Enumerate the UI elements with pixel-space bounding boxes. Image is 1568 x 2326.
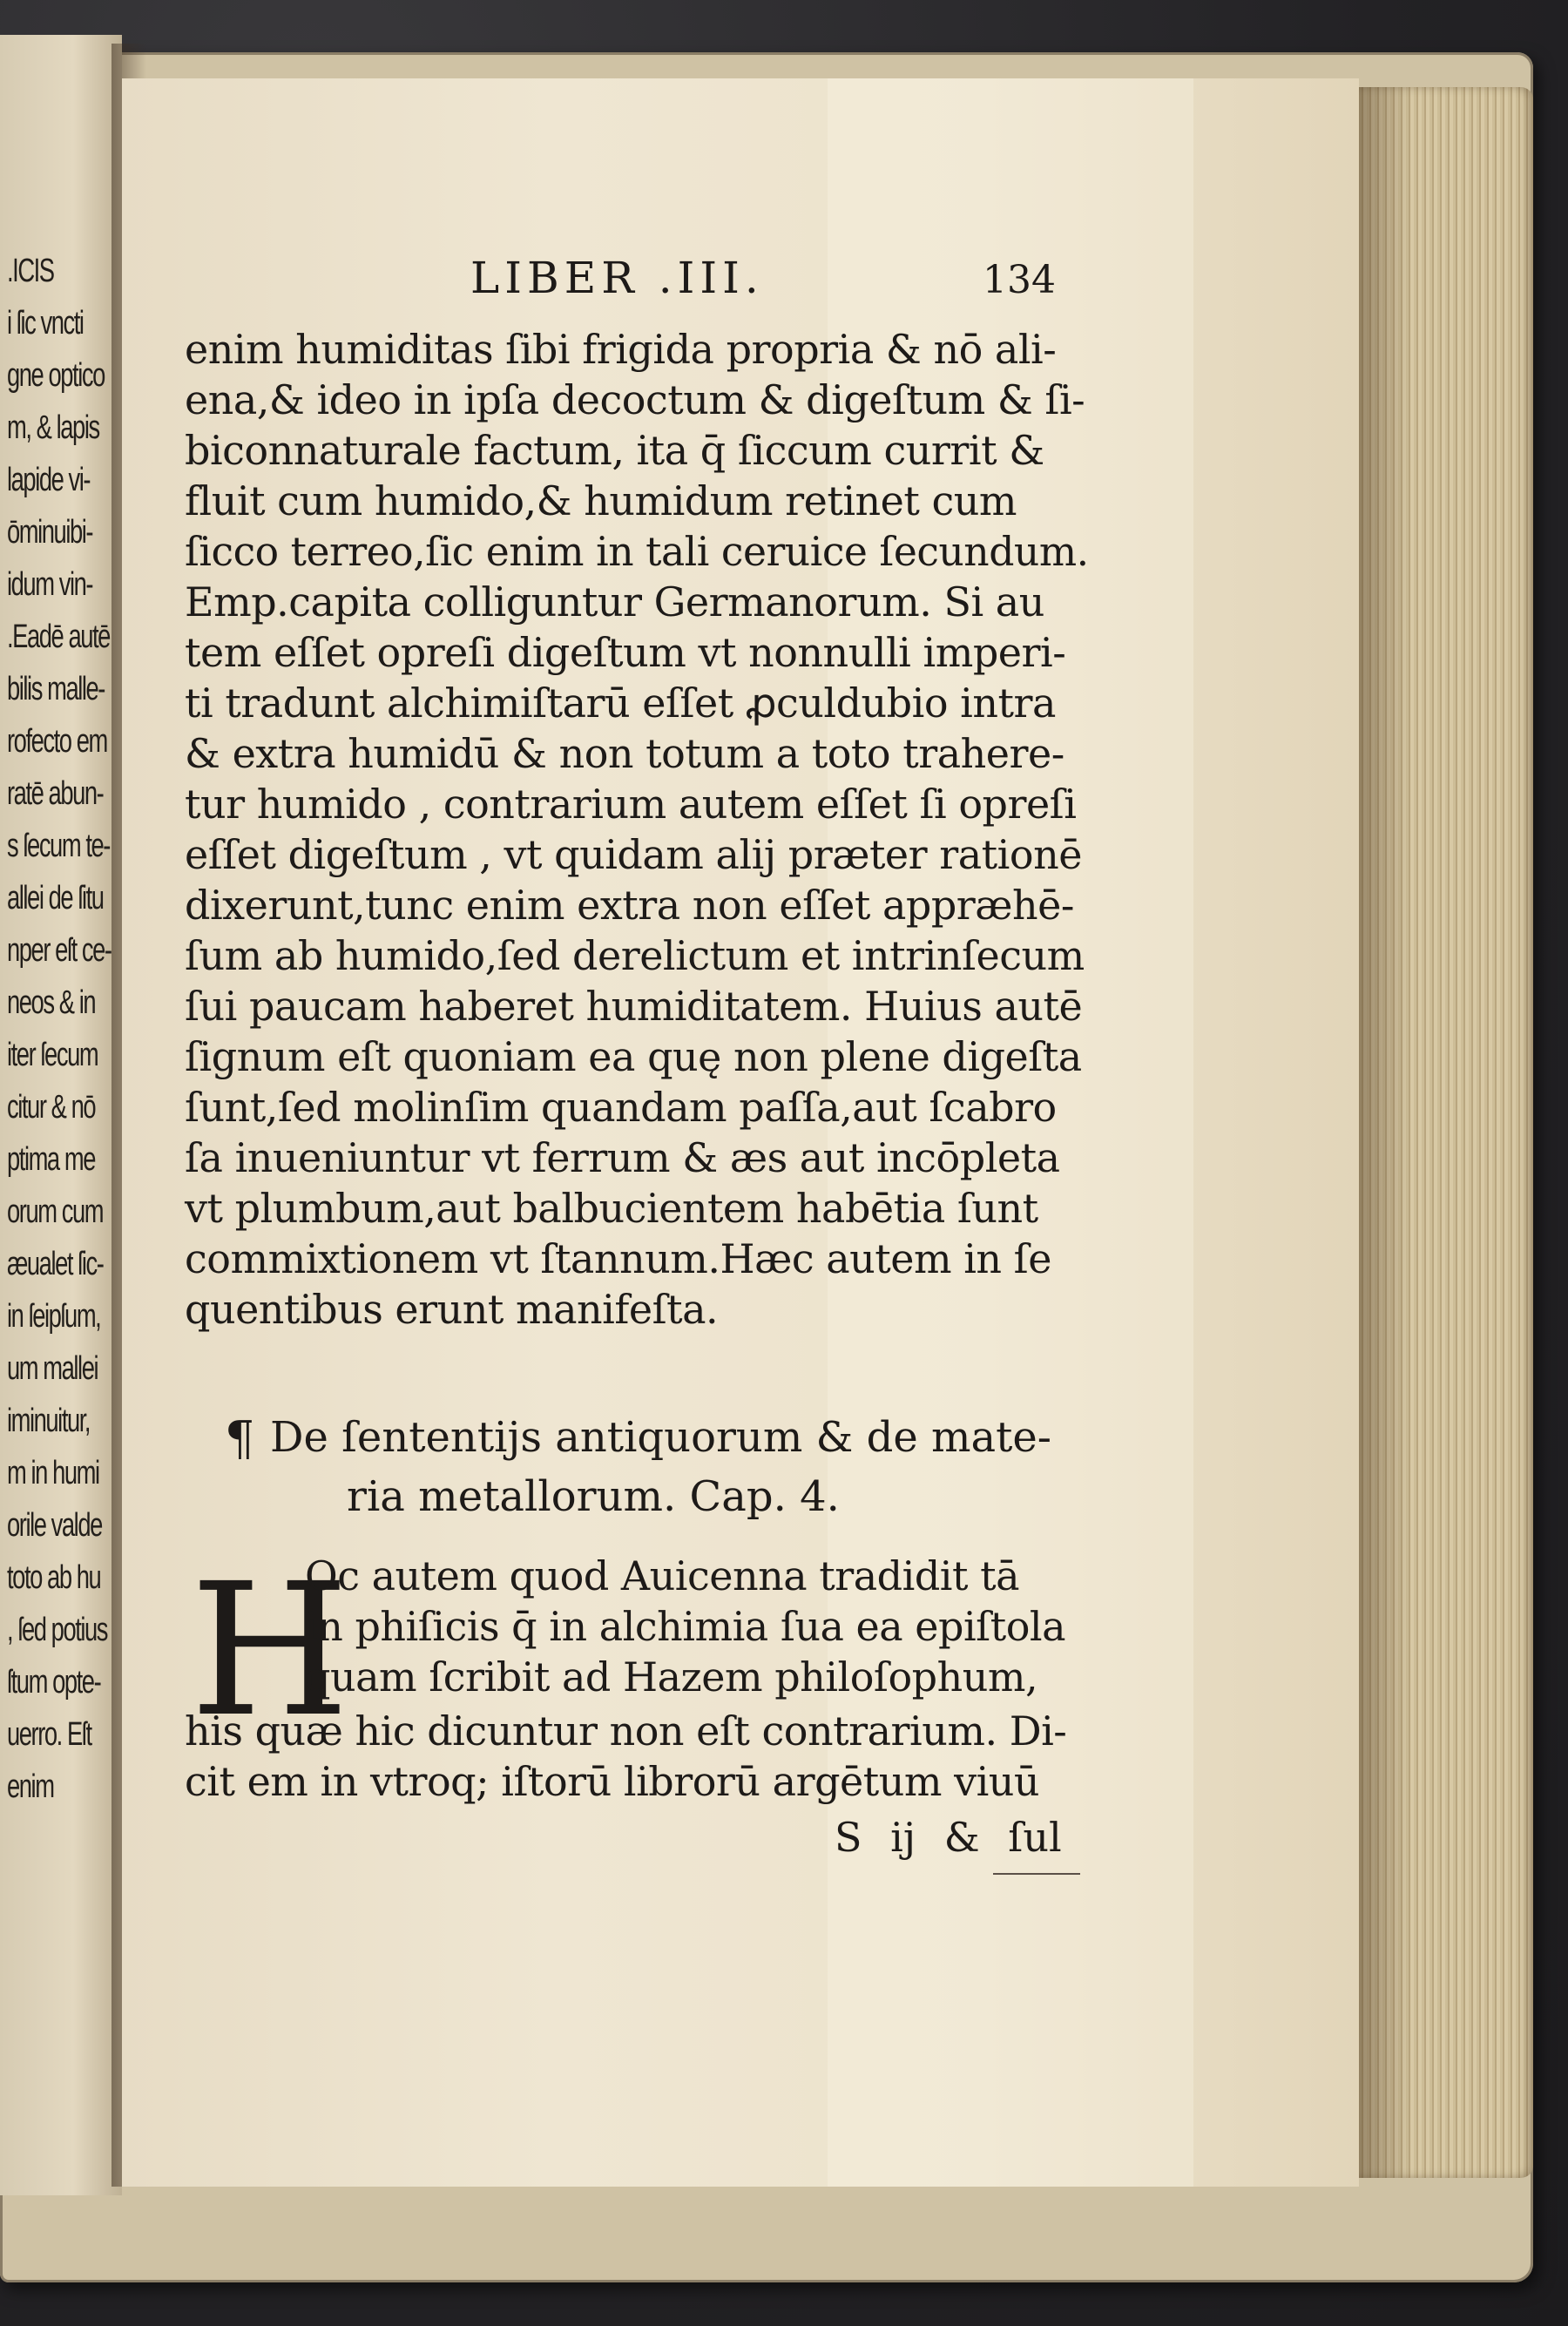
text-line: quentibus erunt manifeſta.: [185, 1286, 719, 1333]
running-head: LIBER .III.: [470, 253, 764, 303]
text-line: cit em in vtroq; iſtorū librorū argētum viuū: [185, 1758, 1040, 1805]
previous-page-line: allei de ſitu: [7, 880, 104, 916]
text-line: ſa inueniuntur vt ferrum & æs aut incōpleta: [185, 1134, 1060, 1181]
previous-page-line: gne optico: [7, 357, 105, 394]
text-line: eſſet digeſtum , vt quidam alij præter rationē: [185, 831, 1082, 878]
text-line: ſicco terreo,ſic enim in tali ceruice ſecundum.: [185, 528, 1089, 575]
previous-page-line: ptima me: [7, 1141, 96, 1178]
text-line: ti tradunt alchimiſtarū eſſet ꝓculdubio intra: [185, 680, 1056, 727]
text-line: ena,& ideo in ipſa decoctum & digeſtum & ſi-: [185, 376, 1085, 423]
previous-page-line: iter ſecum: [7, 1037, 98, 1073]
drop-cap-initial: H: [190, 1544, 350, 1757]
text-line: & extra humidū & non totum a toto trahere-: [185, 730, 1064, 777]
previous-page-line: idum vin-: [7, 566, 93, 603]
previous-page-line: in ſeipſum,: [7, 1298, 101, 1335]
fore-edge-shadow: [1359, 87, 1411, 2178]
text-line: in phiſicis q̄ in alchimia ſua ea epiſtola: [305, 1603, 1066, 1650]
text-line: fluit cum humido,& humidum retinet cum: [185, 477, 1017, 524]
previous-page-line: iminuitur,: [7, 1403, 91, 1439]
previous-page-line: um mallei: [7, 1350, 98, 1387]
text-line: tur humido , contrarium autem eſſet ſi opreſi: [185, 781, 1077, 828]
previous-page-line: lapide vi-: [7, 462, 91, 498]
text-line: his quæ hic dicuntur non eſt contrarium. Di-: [185, 1707, 1067, 1755]
chapter-heading-continued: ria metallorum. Cap. 4.: [347, 1472, 840, 1521]
text-line: quam ſcribit ad Hazem philoſophum,: [305, 1653, 1038, 1701]
text-line: Emp.capita colliguntur Germanorum. Si au: [185, 578, 1044, 625]
text-line: tem eſſet opreſi digeſtum vt nonnulli imperi-: [185, 629, 1066, 676]
previous-page-line: æualet ſic-: [7, 1246, 104, 1282]
text-line: ſunt,ſed molinſim quandam paſſa,aut ſcabro: [185, 1084, 1057, 1131]
folio-number: 134: [983, 258, 1056, 302]
previous-page-line: ſtum opte-: [7, 1664, 101, 1701]
text-line: commixtionem vt ſtannum.Hæc autem in ſe: [185, 1235, 1051, 1282]
previous-page-line: bilis malle-: [7, 671, 105, 707]
previous-page-line: m in humi: [7, 1455, 99, 1491]
previous-page-line: toto ab hu: [7, 1559, 101, 1596]
previous-page-fragment: [0, 35, 122, 2195]
text-line: enim humiditas ſibi frigida propria & nō ali-: [185, 326, 1057, 373]
previous-page-line: , ſed potius: [7, 1612, 108, 1648]
text-line: ſum ab humido,ſed derelictum et intrinſecum: [185, 932, 1085, 979]
previous-page-line: neos & in: [7, 984, 96, 1021]
previous-page-line: orile valde: [7, 1507, 102, 1544]
previous-page-line: orum cum: [7, 1193, 104, 1230]
previous-page-line: nper eſt ce-: [7, 932, 112, 969]
catchword-rule: [993, 1873, 1080, 1875]
previous-page-line: s ſecum te-: [7, 828, 110, 864]
text-line: ſui paucam haberet humiditatem. Huius autē: [185, 983, 1083, 1030]
previous-page-line: m, & lapis: [7, 409, 99, 446]
previous-page-line: .ICIS: [7, 253, 54, 289]
text-line: biconnaturale factum, ita q̄ ſiccum currit &: [185, 427, 1044, 474]
previous-page-line: i ſic vncti: [7, 305, 84, 341]
previous-page-line: citur & nō: [7, 1089, 96, 1126]
previous-page-line: enim: [7, 1768, 54, 1805]
previous-page-line: .Eadē autē: [7, 619, 110, 655]
text-line: vt plumbum,aut balbucientem habētia ſunt: [185, 1185, 1038, 1232]
previous-page-line: ōminuibi-: [7, 514, 93, 551]
signature-and-catchword: S ij & ſul: [835, 1814, 1062, 1861]
previous-page-line: rofecto em: [7, 723, 107, 760]
previous-page-line: ratē abun-: [7, 775, 104, 812]
chapter-heading: De ſententijs antiquorum & de mate-: [270, 1413, 1052, 1462]
previous-page-line: uerro. Eſt: [7, 1716, 91, 1753]
text-line: ſignum eſt quoniam ea quę non plene digeſta: [185, 1033, 1082, 1080]
text-line: dixerunt,tunc enim extra non eſſet appræhē-: [185, 882, 1074, 929]
text-line: Oc autem quod Auicenna tradidit tā: [305, 1552, 1020, 1599]
pilcrow-mark: ¶: [225, 1411, 255, 1466]
